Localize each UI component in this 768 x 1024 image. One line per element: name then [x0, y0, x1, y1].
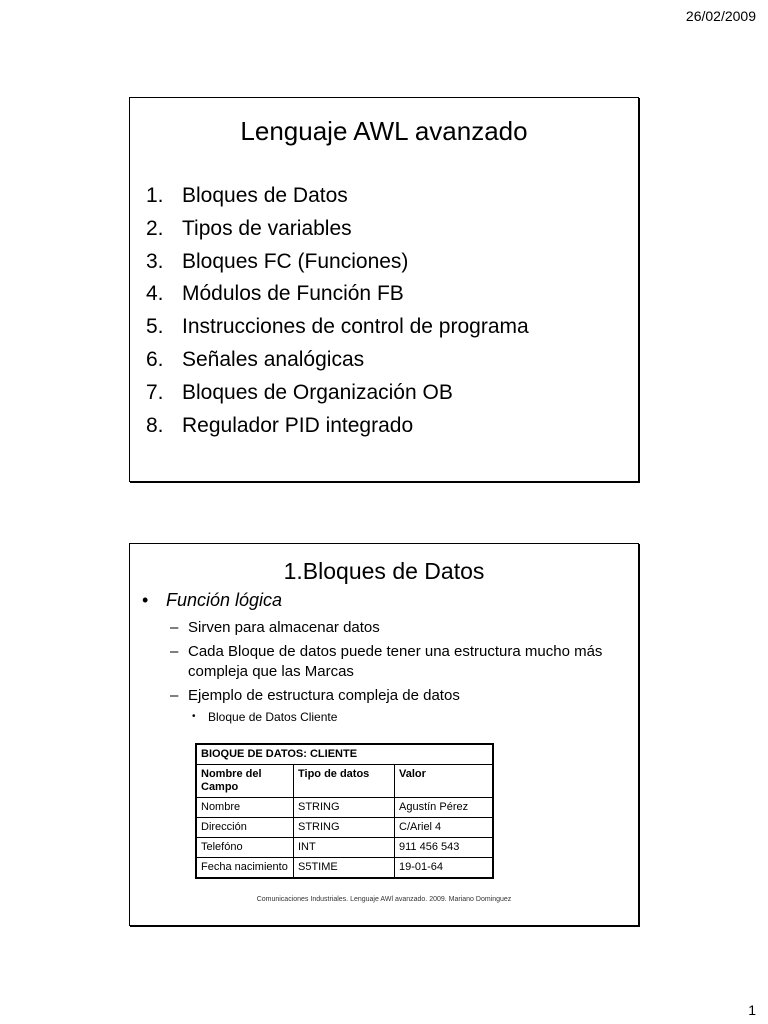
- toc-item-number: 5.: [146, 315, 164, 339]
- slide-title: Lenguaje AWL avanzado: [240, 116, 528, 146]
- toc-item-text: Instrucciones de control de programa: [182, 315, 529, 339]
- subsub-item-text: Bloque de Datos Cliente: [208, 710, 338, 724]
- table-cell: 19-01-64: [395, 858, 494, 879]
- toc-item: [146, 311, 529, 344]
- toc-item: [146, 246, 529, 279]
- table-cell: Nombre: [196, 798, 294, 818]
- toc-item-text: Señales analógicas: [182, 347, 365, 371]
- table-row: [196, 798, 493, 818]
- slide-footer: Comunicaciones Industriales. Lenguaje AWl avanzado. 2009. Mariano Dominguez: [256, 896, 512, 903]
- table-cell: Dirección: [196, 818, 294, 838]
- toc-item-text: Bloques de Datos: [182, 184, 348, 207]
- toc-item-text: Bloques de Organización OB: [182, 380, 453, 404]
- table-cell: Fecha nacimiento: [196, 858, 294, 879]
- bullet-dot-icon: •: [142, 590, 149, 610]
- toc-item: [146, 213, 529, 246]
- table-cell: 911 456 543: [395, 838, 494, 858]
- toc-item-number: 7.: [146, 380, 164, 404]
- table-caption: BIOQUE DE DATOS: CLIENTE: [196, 744, 493, 765]
- page-number: 1: [748, 1002, 756, 1018]
- dash-icon: –: [170, 687, 179, 704]
- table-caption-row: [196, 744, 493, 765]
- toc-item: [146, 377, 529, 410]
- toc-item-text: Regulador PID integrado: [182, 413, 414, 437]
- slide-data-blocks: [129, 543, 639, 926]
- column-header: Nombre del Campo: [196, 765, 294, 798]
- table-header-row: [196, 765, 493, 798]
- column-header: Valor: [395, 765, 494, 798]
- toc-item: [146, 278, 529, 311]
- data-block-table: [195, 743, 494, 879]
- slide-toc: [129, 97, 639, 482]
- toc-item: [146, 410, 529, 443]
- toc-item: [146, 180, 529, 213]
- table-cell: STRING: [294, 798, 395, 818]
- bullet-text: Función lógica: [166, 590, 283, 610]
- toc-item-text: Módulos de Función FB: [182, 282, 404, 306]
- table-row: [196, 818, 493, 838]
- toc-item-text: Tipos de variables: [182, 216, 352, 240]
- page-date: 26/02/2009: [685, 8, 756, 24]
- slide-title: 1.Bloques de Datos: [283, 558, 485, 584]
- table-cell: Telefóno: [196, 838, 294, 858]
- toc-item-number: 4.: [146, 282, 164, 306]
- bullet-dot-icon: •: [192, 711, 196, 722]
- dash-icon: –: [170, 643, 179, 660]
- table-cell: C/Ariel 4: [395, 818, 494, 838]
- sub-item-text: Sirven para almacenar datos: [188, 619, 380, 636]
- sub-item-text: Cada Bloque de datos puede tener una estructura mucho más compleja que las Marcas: [188, 643, 603, 680]
- toc-item-number: 3.: [146, 249, 164, 273]
- table-cell: INT: [294, 838, 395, 858]
- table-cell: S5TIME: [294, 858, 395, 879]
- table-cell: Agustín Pérez: [395, 798, 494, 818]
- dash-icon: –: [170, 619, 179, 636]
- sub-item-text: Ejemplo de estructura compleja de datos: [188, 687, 460, 704]
- sub-list: [170, 618, 630, 724]
- bullet-item: [142, 590, 282, 611]
- sub-item: [170, 618, 630, 638]
- table-cell: STRING: [294, 818, 395, 838]
- subsub-item: [170, 710, 630, 724]
- sub-item: [170, 686, 630, 706]
- toc-item-number: 6.: [146, 347, 164, 371]
- sub-item: [170, 642, 630, 682]
- toc-list: [146, 180, 529, 442]
- table-row: [196, 858, 493, 879]
- toc-item: [146, 344, 529, 377]
- toc-item-number: 1.: [146, 184, 164, 207]
- toc-item-number: 8.: [146, 413, 164, 437]
- column-header: Tipo de datos: [294, 765, 395, 798]
- table-row: [196, 838, 493, 858]
- toc-item-text: Bloques FC (Funciones): [182, 249, 409, 273]
- toc-item-number: 2.: [146, 216, 164, 240]
